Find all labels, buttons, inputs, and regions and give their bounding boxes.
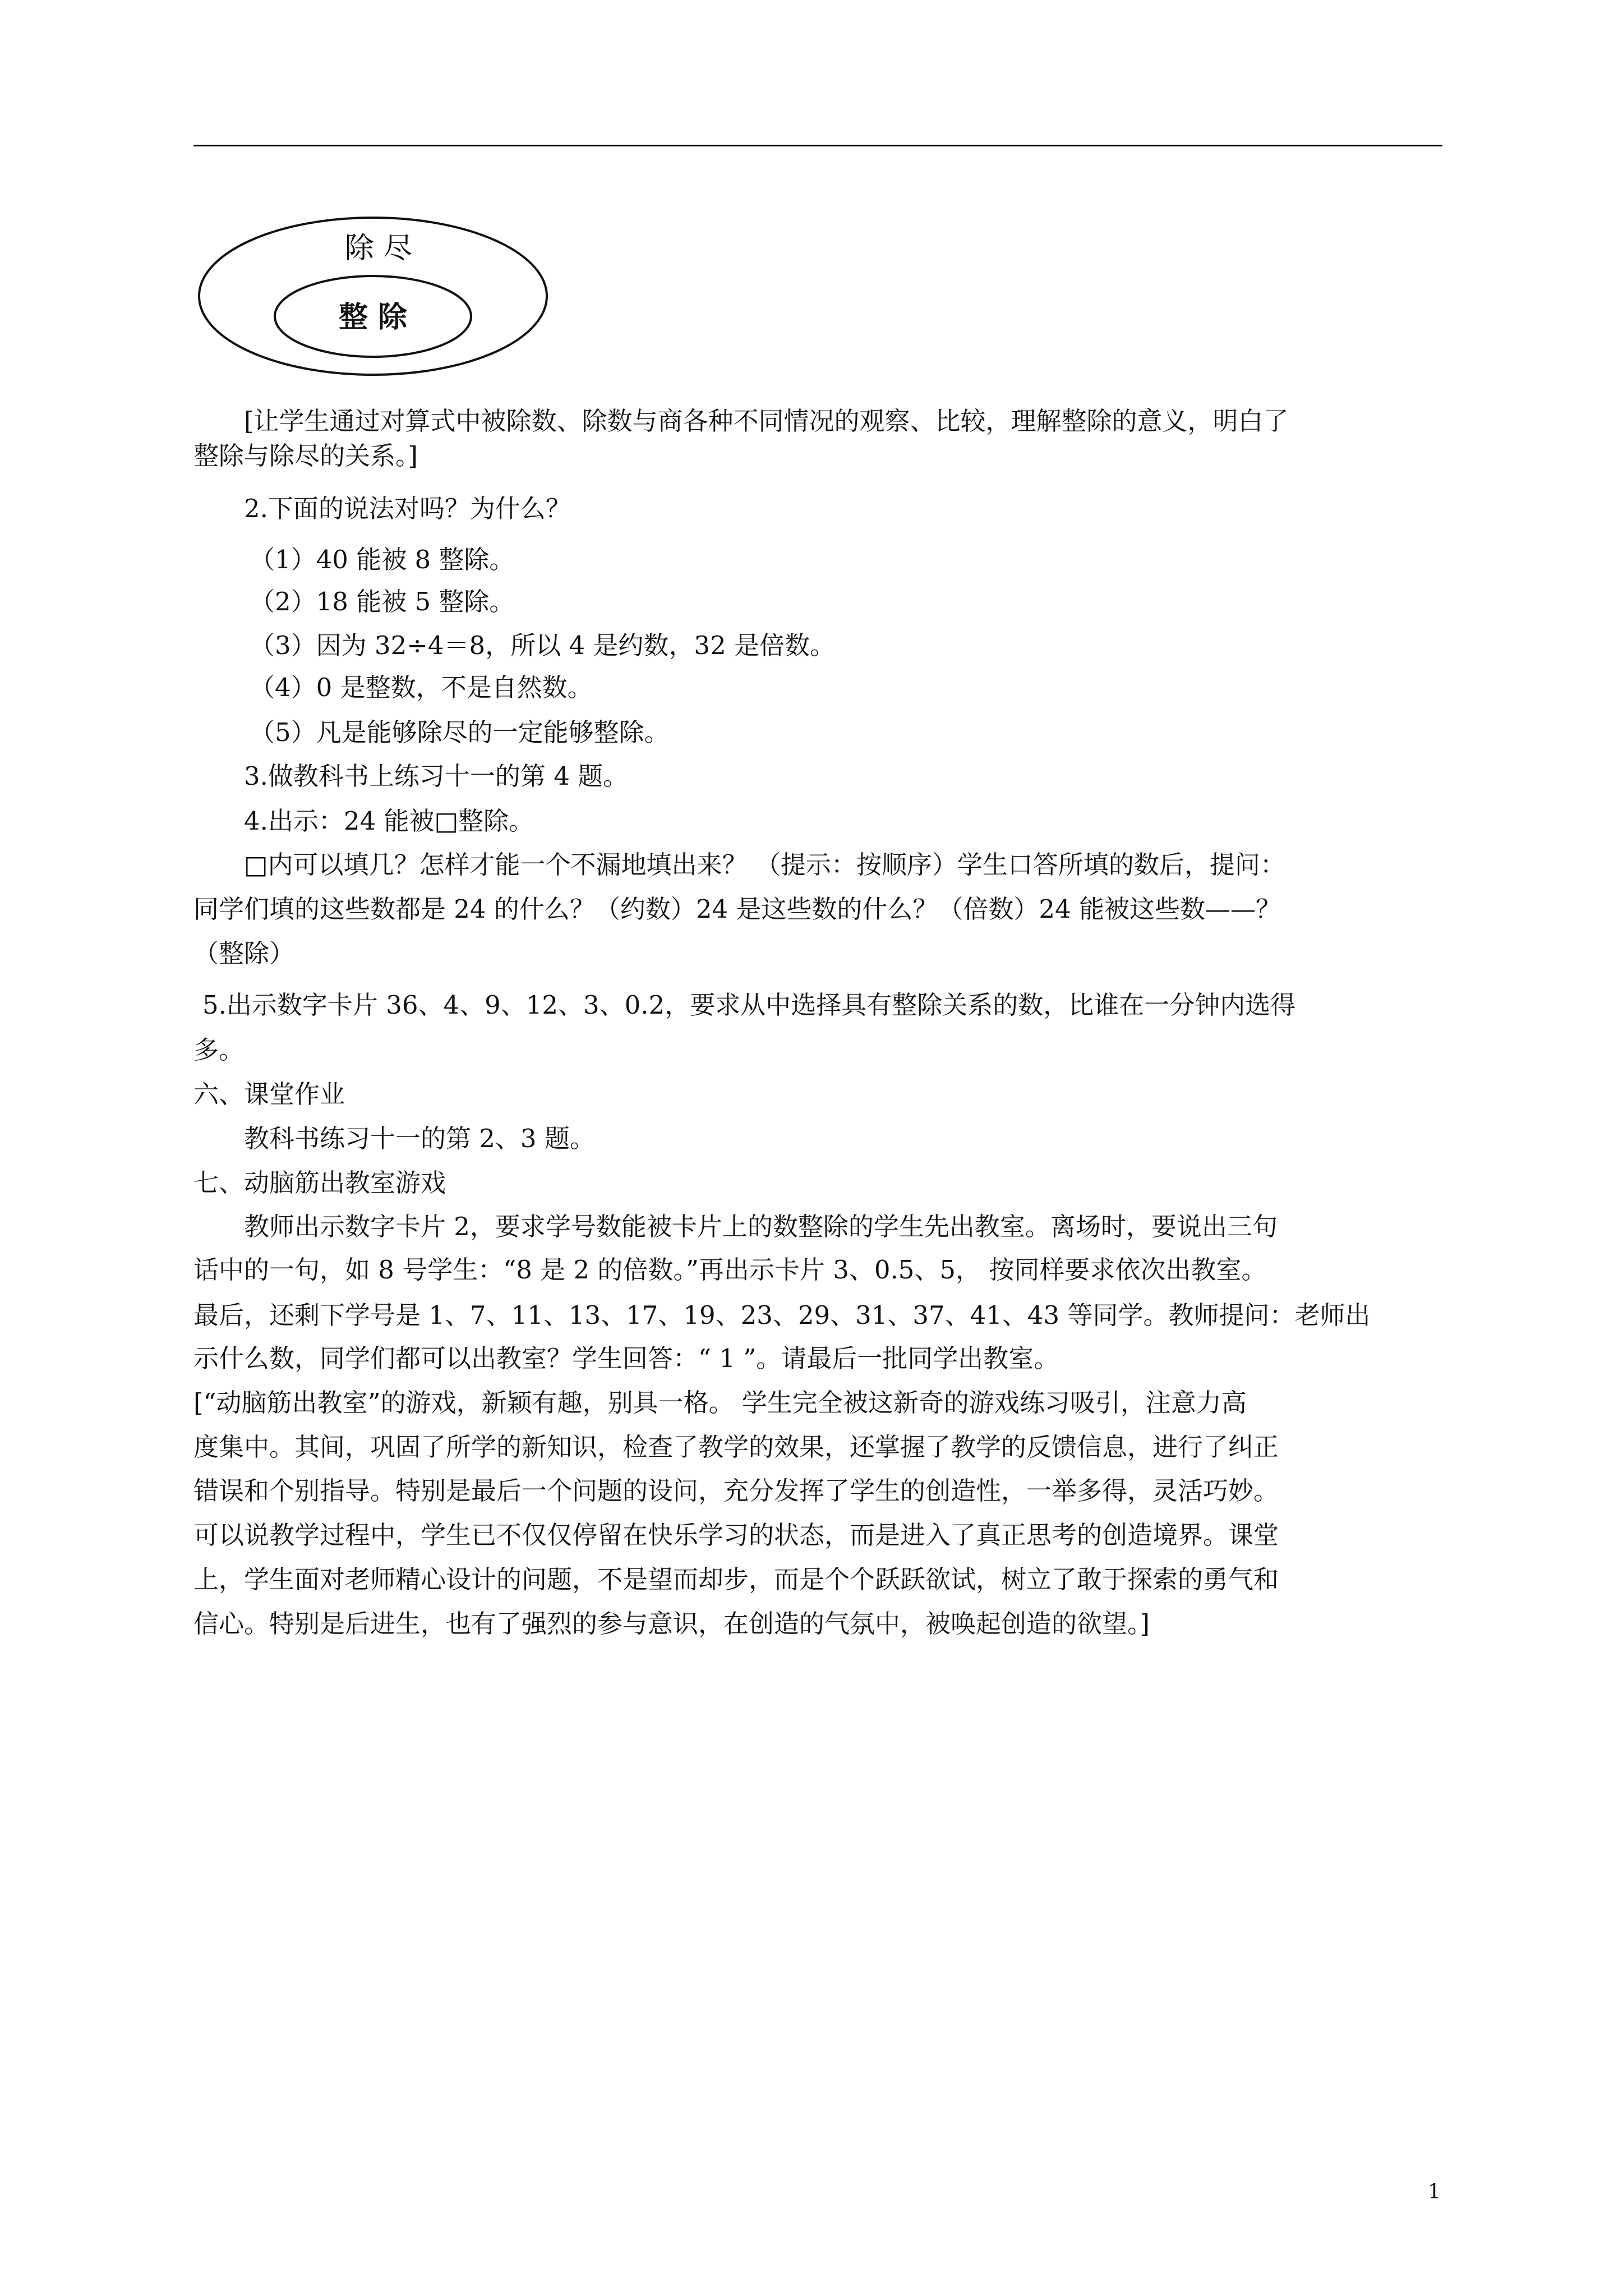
text-line: 4.出示：24 能被□整除。 — [244, 806, 534, 836]
text-line: 多。 — [193, 1035, 245, 1065]
text-line: 整除与除尽的关系。] — [193, 441, 418, 471]
text-line: （2）18 能被 5 整除。 — [250, 587, 515, 616]
inner-label: 整 除 — [338, 301, 408, 334]
text-line: （4）0 是整数，不是自然数。 — [250, 673, 593, 702]
text-line: 上，学生面对老师精心设计的问题，不是望而却步，而是个个跃跃欲试，树立了敢于探索的勇气和 — [193, 1565, 1279, 1594]
text-line: 3.做教科书上练习十一的第 4 题。 — [244, 761, 629, 791]
header-rule — [193, 145, 1442, 146]
text-line: 六、课堂作业 — [193, 1079, 345, 1109]
text-line: 话中的一句，如 8 号学生：“8 是 2 的倍数。”再出示卡片 3、0.5、5， 按同样要求依次出教室。 — [193, 1255, 1267, 1285]
text-line: □内可以填几？怎样才能一个不漏地填出来？ （提示：按顺序）学生口答所填的数后，提问： — [244, 850, 1285, 880]
venn-diagram-svg — [193, 212, 552, 380]
page-number: 1 — [1428, 2180, 1441, 2203]
text-line: 教师出示数字卡片 2，要求学号数能被卡片上的数整除的学生先出教室。离场时，要说出三句 — [244, 1212, 1278, 1241]
text-line: [让学生通过对算式中被除数、除数与商各种不同情况的观察、比较，理解整除的意义，明白了 — [244, 406, 1289, 436]
text-line: （5）凡是能够除尽的一定能够整除。 — [250, 717, 670, 747]
text-line: 示什么数，同学们都可以出教室？学生回答：“ 1 ”。请最后一批同学出教室。 — [193, 1343, 1059, 1373]
text-line: 七、动脑筋出教室游戏 — [193, 1168, 446, 1198]
text-line: 5.出示数字卡片 36、4、9、12、3、0.2，要求从中选择具有整除关系的数，比谁在一分钟内选得 — [202, 990, 1296, 1020]
text-line: 可以说教学过程中，学生已不仅仅停留在快乐学习的状态，而是进入了真正思考的创造境界。课堂 — [193, 1520, 1279, 1550]
text-line: 信心。特别是后进生，也有了强烈的参与意识，在创造的气氛中，被唤起创造的欲望。] — [193, 1609, 1150, 1639]
text-line: 教科书练习十一的第 2、3 题。 — [244, 1124, 595, 1153]
text-line: （1）40 能被 8 整除。 — [250, 545, 515, 574]
text-line: 2.下面的说法对吗？为什么？ — [244, 494, 571, 523]
text-line: （3）因为 32÷4＝8，所以 4 是约数，32 是倍数。 — [250, 631, 835, 660]
outer-label: 除 尽 — [344, 232, 413, 265]
text-line: （整除） — [193, 938, 295, 968]
text-line: 最后，还剩下学号是 1、7、11、13、17、19、23、29、31、37、41、43 等同学。教师提问：老师出 — [193, 1300, 1371, 1330]
text-line: 度集中。其间，巩固了所学的新知识，检查了教学的效果，还掌握了教学的反馈信息，进行了纠正 — [193, 1432, 1279, 1462]
divisibility-diagram — [193, 212, 552, 380]
text-line: [“动脑筋出教室”的游戏，新颖有趣，别具一格。 学生完全被这新奇的游戏练习吸引，注意力高 — [193, 1388, 1247, 1418]
text-line: 同学们填的这些数都是 24 的什么？（约数）24 是这些数的什么？（倍数）24 能被这些数——？ — [193, 894, 1281, 924]
text-line: 错误和个别指导。特别是最后一个问题的设问，充分发挥了学生的创造性，一举多得，灵活巧妙。 — [193, 1476, 1279, 1506]
